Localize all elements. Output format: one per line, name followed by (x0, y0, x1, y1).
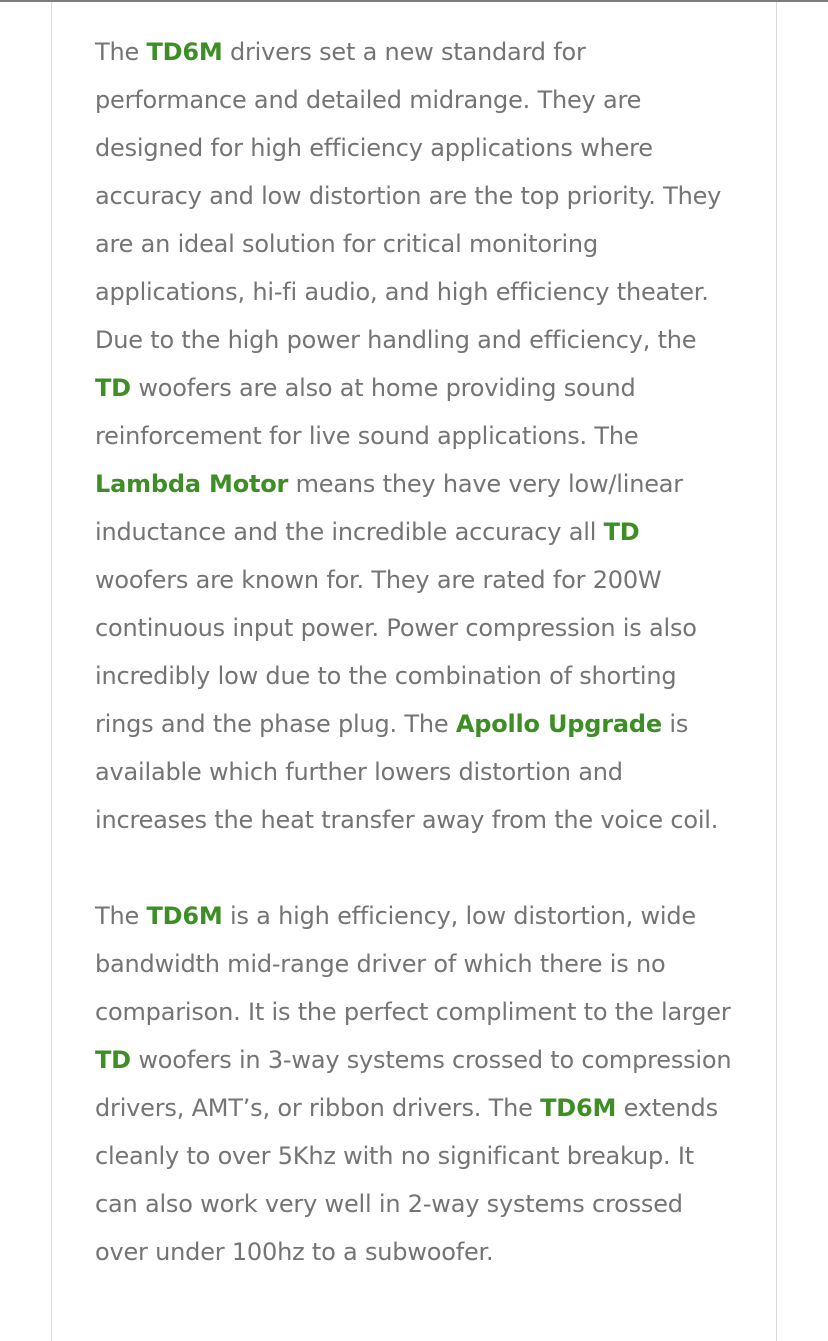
left-column-border (51, 2, 52, 1341)
text-segment: woofers are also at home providing sound reinforcement for live sound applications. The (95, 374, 639, 450)
text-segment: is a high efficiency, low distortion, wide bandwidth mid-range driver of which there is no comparison. It is the perfect compliment to the larger (95, 902, 731, 1026)
text-segment: woofers are known for. They are rated for 200W continuous input power. Power compression is also incredibly low due to the combination of shorting rings and the phase plug. The (95, 566, 697, 738)
text-segment: The (95, 38, 147, 66)
text-segment: is available which further lowers distortion and increases the heat transfer away from the voice coil. (95, 710, 719, 834)
text-segment: means they have very low/linear inductance and the incredible accuracy all (95, 470, 683, 546)
paragraph-details (95, 892, 735, 1276)
text-segment: extends cleanly to over 5Khz with no significant breakup. It can also work very well in 2-way systems crossed over under 100hz to a subwoofer. (95, 1094, 718, 1266)
paragraph-intro (95, 28, 735, 844)
highlight-td6m: TD6M (146, 38, 223, 66)
highlight-td: TD (95, 374, 131, 402)
highlight-apollo-upgrade: Apollo Upgrade (455, 710, 662, 738)
text-segment: The (95, 902, 147, 930)
text-segment: drivers set a new standard for performance and detailed midrange. They are designed for high efficiency applications where accuracy and low distortion are the top priority. They are an ideal solution for critical monitoring applications, hi-fi audio, and high efficiency theater. Due to the high power handling and efficiency, the (95, 38, 722, 354)
text-segment: woofers in 3-way systems crossed to compression drivers, AMT’s, or ribbon drivers. The (95, 1046, 732, 1122)
right-column-border (776, 2, 777, 1341)
article-body (95, 28, 735, 1324)
highlight-td: TD (603, 518, 640, 546)
highlight-td6m: TD6M (146, 902, 223, 930)
highlight-lambda-motor: Lambda Motor (95, 470, 289, 498)
highlight-td: TD (95, 1046, 131, 1074)
highlight-td6m: TD6M (540, 1094, 617, 1122)
